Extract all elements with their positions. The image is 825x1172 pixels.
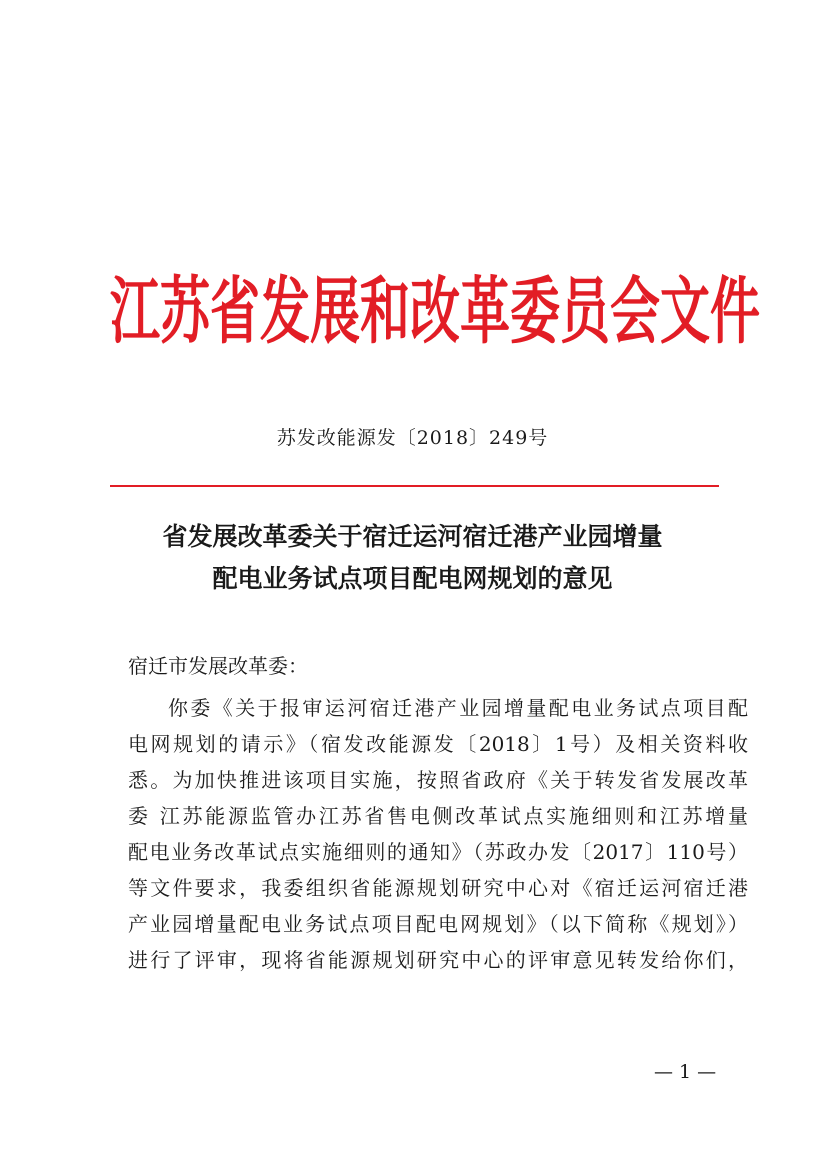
body-line: 产业园增量配电业务试点项目配电网规划》（以下简称《规划》） xyxy=(128,912,748,936)
body-line: 等文件要求，我委组织省能源规划研究中心对《宿迁运河宿迁港 xyxy=(128,876,748,900)
issuer-header-title: 江苏省发展和改革委员会文件 xyxy=(110,269,760,355)
document-number: 苏发改能源发〔2018〕249号 xyxy=(276,427,549,449)
body-line: 悉。为加快推进该项目实施，按照省政府《关于转发省发展改革 xyxy=(128,768,748,792)
body-line: 委 江苏能源监管办江苏省售电侧改革试点实施细则和江苏增量 xyxy=(128,804,748,828)
red-divider-line xyxy=(110,485,719,487)
page-number: — 1 — xyxy=(654,1061,717,1083)
document-title-line-1: 省发展改革委关于宿迁运河宿迁港产业园增量 xyxy=(162,522,663,551)
body-line: 配电业务改革试点实施细则的通知》（苏政办发〔2017〕110号） xyxy=(128,840,748,864)
body-paragraph xyxy=(128,690,748,978)
body-line: 你委《关于报审运河宿迁港产业园增量配电业务试点项目配 xyxy=(168,696,748,720)
body-line: 进行了评审，现将省能源规划研究中心的评审意见转发给你们， xyxy=(128,948,748,972)
body-line: 电网规划的请示》（宿发改能源发〔2018〕1号）及相关资料收 xyxy=(128,732,748,756)
addressee: 宿迁市发展改革委： xyxy=(128,654,308,678)
document-title-line-2: 配电业务试点项目配电网规划的意见 xyxy=(212,564,613,593)
document-title xyxy=(0,516,825,600)
